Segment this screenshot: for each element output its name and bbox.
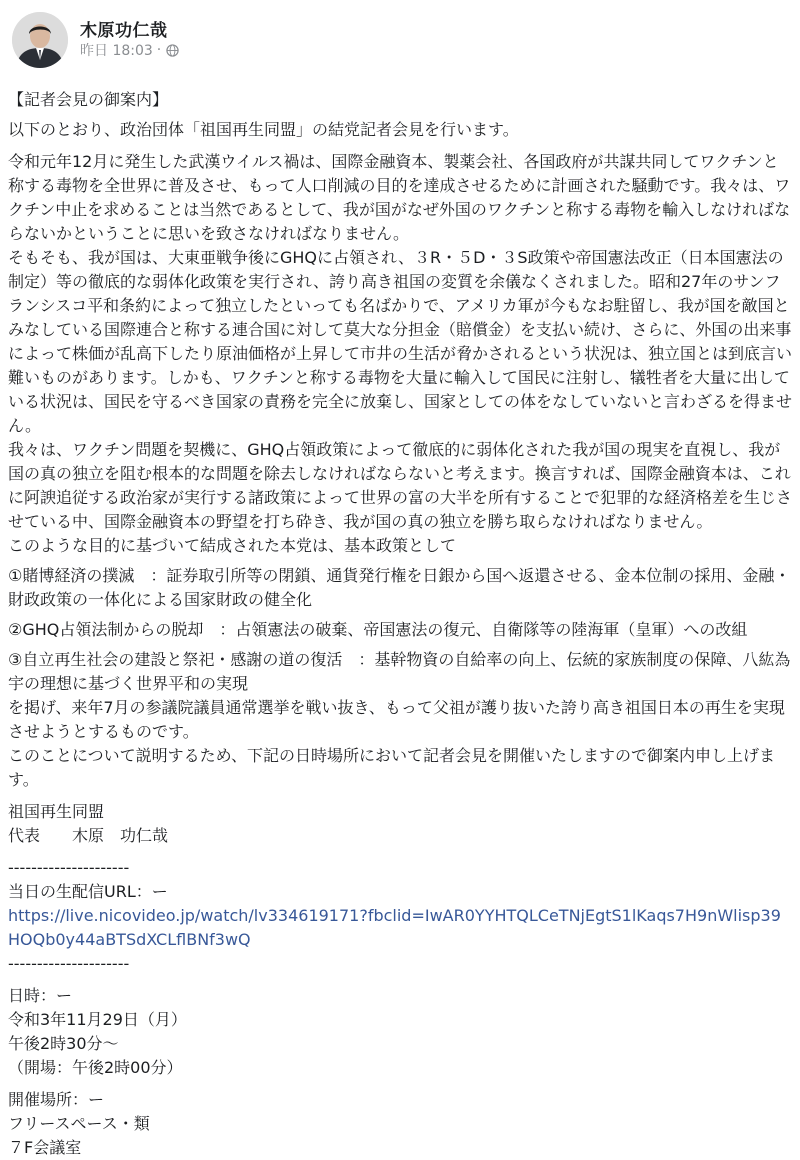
paragraph-5: を掲げ、来年7月の参議院議員通常選挙を戦い抜き、もって父祖が護り抜いた誇り高き祖国日本の再生を実現させようとするものです。: [8, 698, 785, 741]
policy-1: ①賭博経済の撲滅 ：証券取引所等の閉鎖、通貨発行権を日銀から国へ返還させる、金本位制の採用、金融・財政政策の一体化による国家財政の健全化: [8, 566, 791, 609]
open-time: （開場：午後2時00分）: [8, 1058, 183, 1077]
author-name[interactable]: 木原功仁哉: [80, 21, 168, 41]
post-heading: 【記者会見の御案内】: [8, 90, 169, 109]
paragraph-2: そもそも、我が国は、大東亜戦争後にGHQに占領され、３R・５D・３S政策や帝国憲法改正（日本国憲法の制定）等の徹底的な弱体化政策を実行され、誇り高き祖国の変質を余儀なくされました。昭和27年のサンフランシスコ平和条約によって独立したといっても名ばかりで、アメリカ軍が今もなお駐留し、我が国を敵国とみなしている国際連合と称する連合国に対して莫大な分担金（賠償金）を支払い続け、さらに、外国の出来事によって株価が乱高下したり原油価格が上昇して市井の生活が脅かされるという状況は、独立国とは到底言い難いものがあります。しかも、ワクチンと称する毒物を大量に輸入して国民に注射し、犠牲者を大量に出している状況は、国民を守るべき国家の責務を完全に放棄し、国家としての体をなしていないと言わざるを得ません。: [8, 248, 793, 435]
policy-3: ③自立再生社会の建設と祭祀・感謝の道の復活 ：基幹物資の自給率の向上、伝統的家族制度の保障、八紘為宇の理想に基づく世界平和の実現: [8, 650, 791, 693]
post-body: [8, 88, 792, 1160]
policy-2: ②GHQ占領法制からの脱却 ：占領憲法の破棄、帝国憲法の復元、自衛隊等の陸海軍（皇軍）への改組: [8, 620, 748, 639]
paragraph-6: このことについて説明するため、下記の日時場所において記者会見を開催いたしますので御案内申し上げます。: [8, 746, 776, 789]
paragraph-3: 我々は、ワクチン問題を契機に、GHQ占領政策によって徹底的に弱体化された我が国の現実を直視し、我が国の真の独立を阻む根本的な問題を除去しなければならないと考えます。換言すれば、国際金融資本は、これに阿諛追従する政治家が実行する諸政策によって世界の富の大半を所有することで犯罪的な経済格差を生じさせている中、国際金融資本の野望を打ち砕き、我が国の真の独立を勝ち取らなければなりません。: [8, 440, 793, 531]
representative: 代表 木原 功仁哉: [8, 826, 169, 845]
post-timestamp[interactable]: 昨日 18:03: [80, 43, 153, 59]
stream-label: 当日の生配信URL：ー: [8, 882, 168, 901]
org-name: 祖国再生同盟: [8, 802, 105, 821]
stream-url-link[interactable]: https://live.nicovideo.jp/watch/lv334619171?fbclid=IwAR0YYHTQLCeTNjEgtS1lKaqs7H9nWlisp39HOQb0y44aBTSdXCLflBNf3wQ: [8, 906, 781, 949]
post-header: [12, 10, 792, 66]
event-date: 令和3年11月29日（月）: [8, 1010, 187, 1029]
date-label: 日時：ー: [8, 986, 73, 1005]
venue-name: フリースペース・類: [8, 1114, 150, 1133]
divider-bottom: ---------------------: [8, 954, 130, 973]
post-meta: [80, 40, 179, 60]
meta-separator: ·: [156, 42, 162, 58]
event-time: 午後2時30分〜: [8, 1034, 119, 1053]
intro-text: 以下のとおり、政治団体「祖国再生同盟」の結党記者会見を行います。: [8, 120, 519, 139]
paragraph-1: 令和元年12月に発生した武漢ウイルス禍は、国際金融資本、製薬会社、各国政府が共謀共同してワクチンと称する毒物を全世界に普及させ、もって人口削減の目的を達成させるために計画された騒動です。我々は、ワクチン中止を求めることは当然であるとして、我が国がなぜ外国のワクチンと称する毒物を輸入しなければならないかということに思いを致さなければなりません。: [8, 152, 791, 243]
avatar[interactable]: [12, 12, 68, 68]
venue-room: ７F会議室: [8, 1138, 82, 1157]
globe-icon[interactable]: [166, 44, 179, 57]
venue-label: 開催場所：ー: [8, 1090, 105, 1109]
divider-top: ---------------------: [8, 858, 130, 877]
paragraph-4: このような目的に基づいて結成された本党は、基本政策として: [8, 536, 457, 555]
avatar-image: [12, 12, 68, 68]
